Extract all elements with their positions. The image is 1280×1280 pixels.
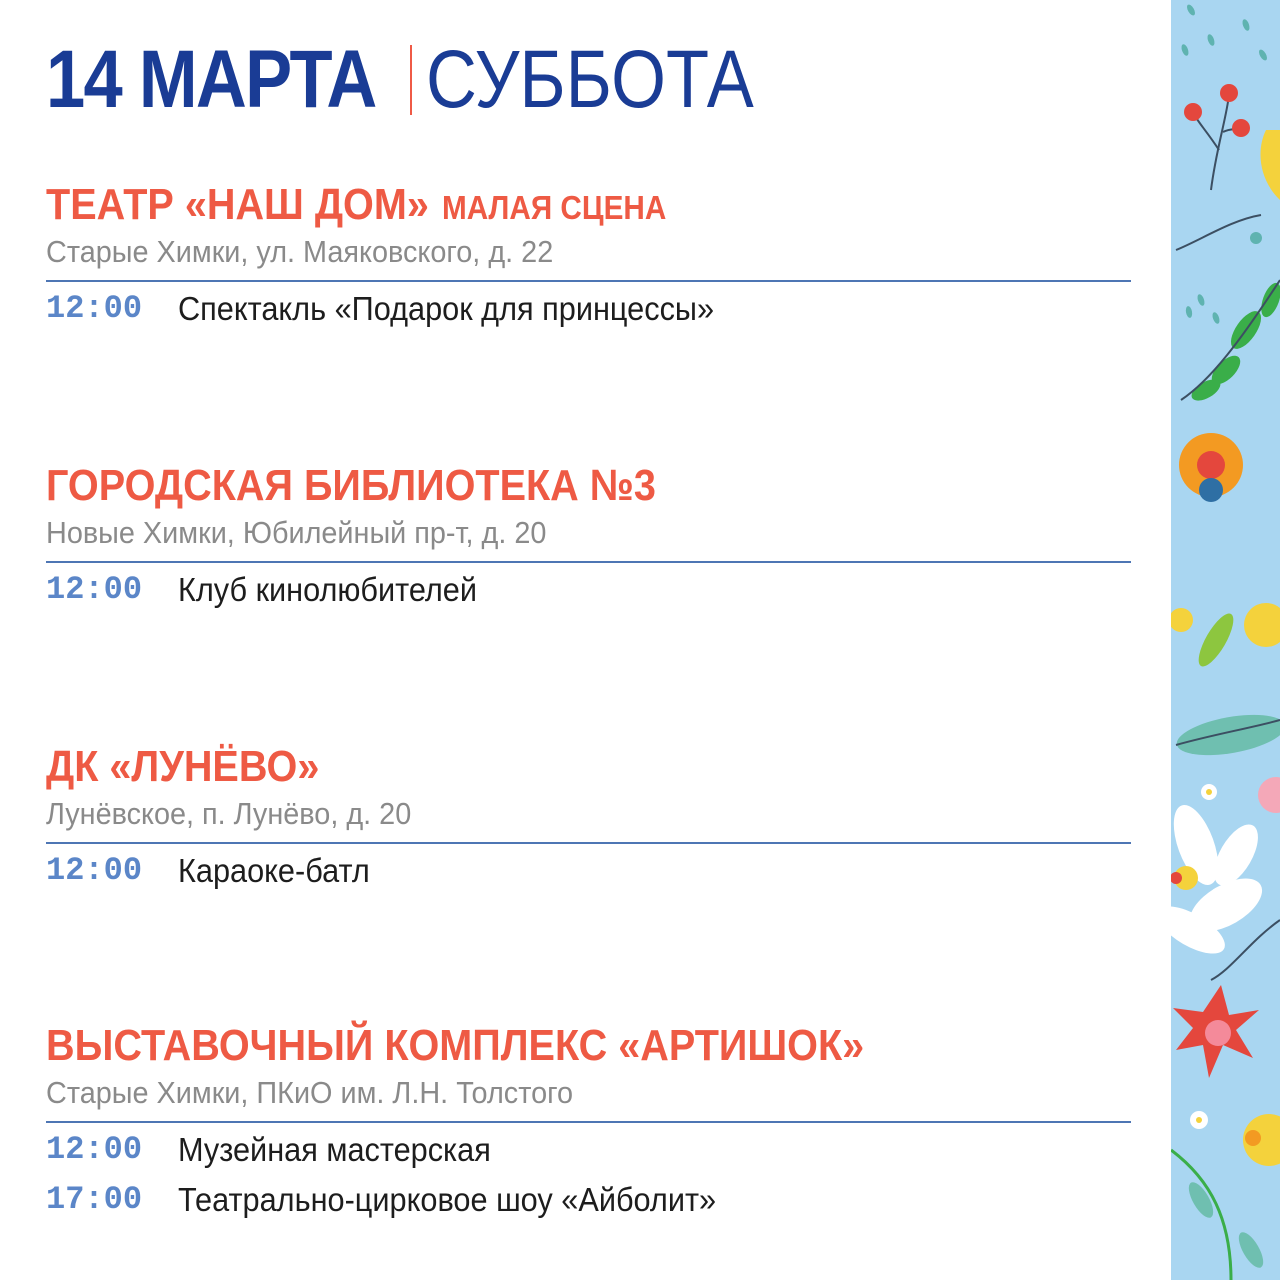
venue-block [46, 180, 1131, 333]
floral-pattern-icon [1171, 0, 1280, 1280]
weekday-title: СУББОТА [426, 34, 754, 125]
venue-address: Старые Химки, ПКиО им. Л.Н. Толстого [46, 1075, 574, 1110]
event-time: 17:00 [46, 1181, 143, 1218]
divider-line [46, 842, 1131, 844]
venue-stage-tag: МАЛАЯ СЦЕНА [442, 189, 667, 226]
venue-title: ТЕАТР «НАШ ДОМ» [46, 180, 429, 229]
event-row [46, 1126, 1131, 1174]
venue-title: ДК «ЛУНЁВО» [46, 742, 320, 791]
event-row [46, 566, 1131, 614]
event-time: 12:00 [46, 1131, 143, 1168]
event-name: Караоке-батл [178, 851, 370, 889]
event-row [46, 847, 1131, 895]
event-time: 12:00 [46, 290, 143, 327]
venue-address: Лунёвское, п. Лунёво, д. 20 [46, 796, 412, 831]
venue-title: ВЫСТАВОЧНЫЙ КОМПЛЕКС «АРТИШОК» [46, 1021, 865, 1070]
page-header [46, 30, 807, 130]
venue-address: Старые Химки, ул. Маяковского, д. 22 [46, 234, 554, 269]
divider-line [46, 280, 1131, 282]
divider-line [46, 561, 1131, 563]
event-row [46, 285, 1131, 333]
divider-line [46, 1121, 1131, 1123]
title-divider [410, 45, 412, 115]
venue-block [46, 742, 1131, 895]
event-row [46, 1176, 1131, 1224]
event-name: Театрально-цирковое шоу «Айболит» [178, 1180, 717, 1218]
venue-block [46, 1021, 1131, 1224]
date-title: 14 МАРТА [46, 34, 376, 125]
venue-address: Новые Химки, Юбилейный пр-т, д. 20 [46, 515, 547, 550]
event-name: Клуб кинолюбителей [178, 570, 478, 608]
floral-pattern-strip [1171, 0, 1280, 1280]
venue-title: ГОРОДСКАЯ БИБЛИОТЕКА №3 [46, 461, 656, 510]
venue-block [46, 461, 1131, 614]
event-time: 12:00 [46, 852, 143, 889]
event-name: Музейная мастерская [178, 1130, 491, 1168]
event-time: 12:00 [46, 571, 143, 608]
event-name: Спектакль «Подарок для принцессы» [178, 289, 715, 327]
